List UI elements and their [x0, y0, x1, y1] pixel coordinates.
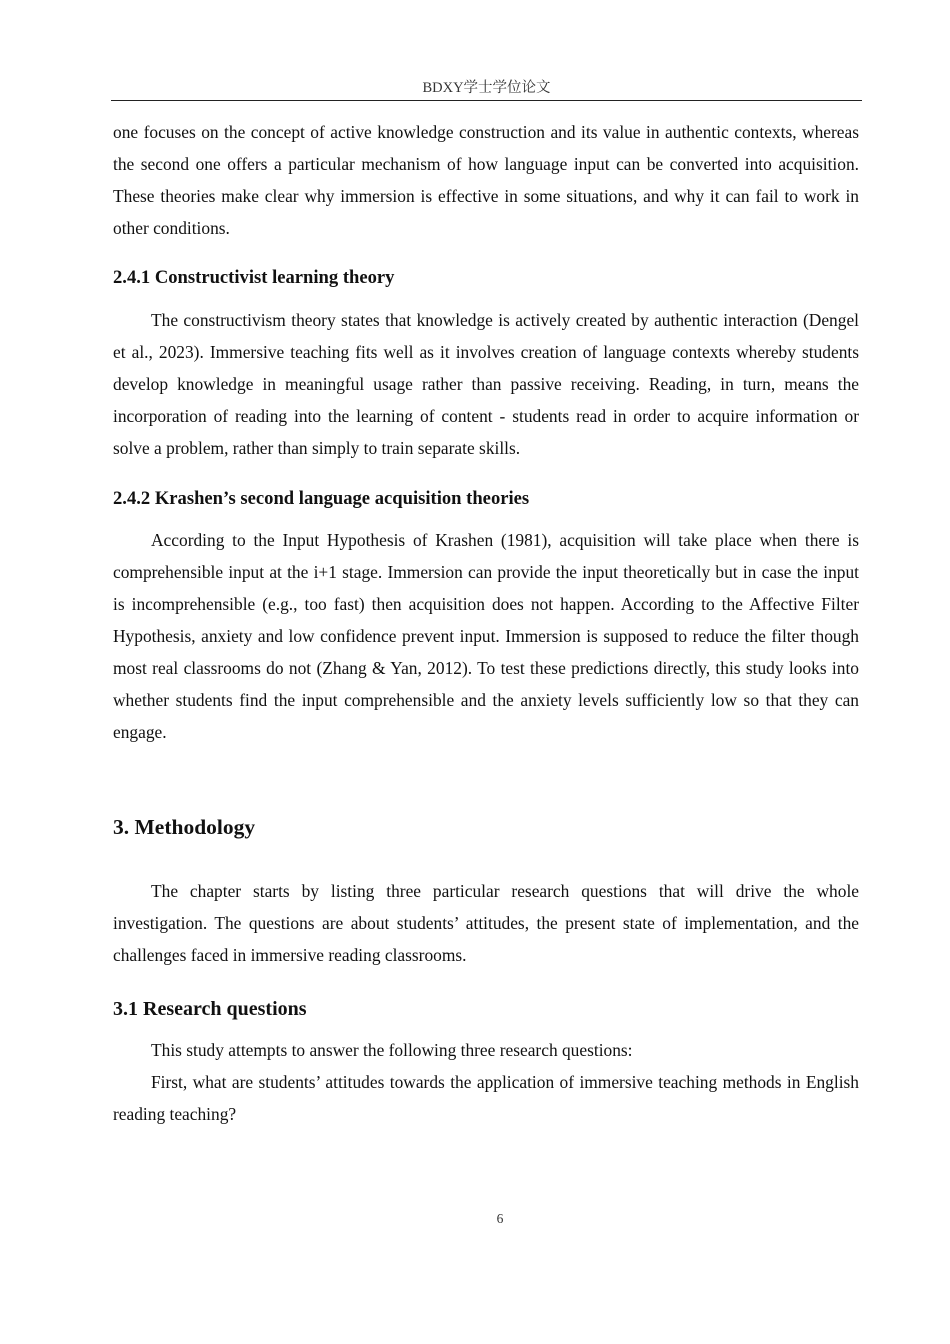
- section-3-1-heading: 3.1 Research questions: [113, 998, 307, 1020]
- page-body: [113, 116, 859, 1130]
- section-3-paragraph: The chapter starts by listing three particular research questions that will drive the whole investigation. The questions are about students’ attitudes, the present state of implementation, and the challenges faced in immersive reading classrooms.: [113, 881, 859, 965]
- section-3-1-paragraph-2: First, what are students’ attitudes towards the application of immersive teaching methods in English reading teaching?: [113, 1072, 859, 1124]
- section-2-4-1-paragraph: The constructivism theory states that knowledge is actively created by authentic interaction (Dengel et al., 2023). Immersive teaching fits well as it involves creation of language contexts whereby students develop knowledge in meaningful usage rather than passive receiving. Reading, in turn, means the incorporation of reading into the learning of content - students read in order to acquire information or solve a problem, rather than simply to train separate skills.: [113, 310, 859, 458]
- section-3-heading: 3. Methodology: [113, 815, 256, 839]
- page-number: 6: [496, 1211, 504, 1226]
- section-2-4-1-heading: 2.4.1 Constructivist learning theory: [113, 267, 395, 288]
- running-header: BDXY学士学位论文: [111, 76, 862, 101]
- section-3-1-paragraph-1: This study attempts to answer the following three research questions:: [151, 1040, 633, 1060]
- section-2-4-2-heading: 2.4.2 Krashen’s second language acquisition theories: [113, 488, 530, 509]
- section-2-4-2-paragraph: According to the Input Hypothesis of Krashen (1981), acquisition will take place when there is comprehensible input at the i+1 stage. Immersion can provide the input theoretically but in case the input is incomprehensible (e.g., too fast) then acquisition does not happen. According to the Affective Filter Hypothesis, anxiety and low confidence prevent input. Immersion is supposed to reduce the filter though most real classrooms do not (Zhang & Yan, 2012). To test these predictions directly, this study looks into whether students find the input comprehensible and the anxiety levels sufficiently low so that they can engage.: [113, 530, 859, 742]
- intro-paragraph: one focuses on the concept of active knowledge construction and its value in authentic contexts, whereas the second one offers a particular mechanism of how language input can be converted into acquisition. These theories make clear why immersion is effective in some situations, and why it can fail to work in other conditions.: [113, 122, 859, 238]
